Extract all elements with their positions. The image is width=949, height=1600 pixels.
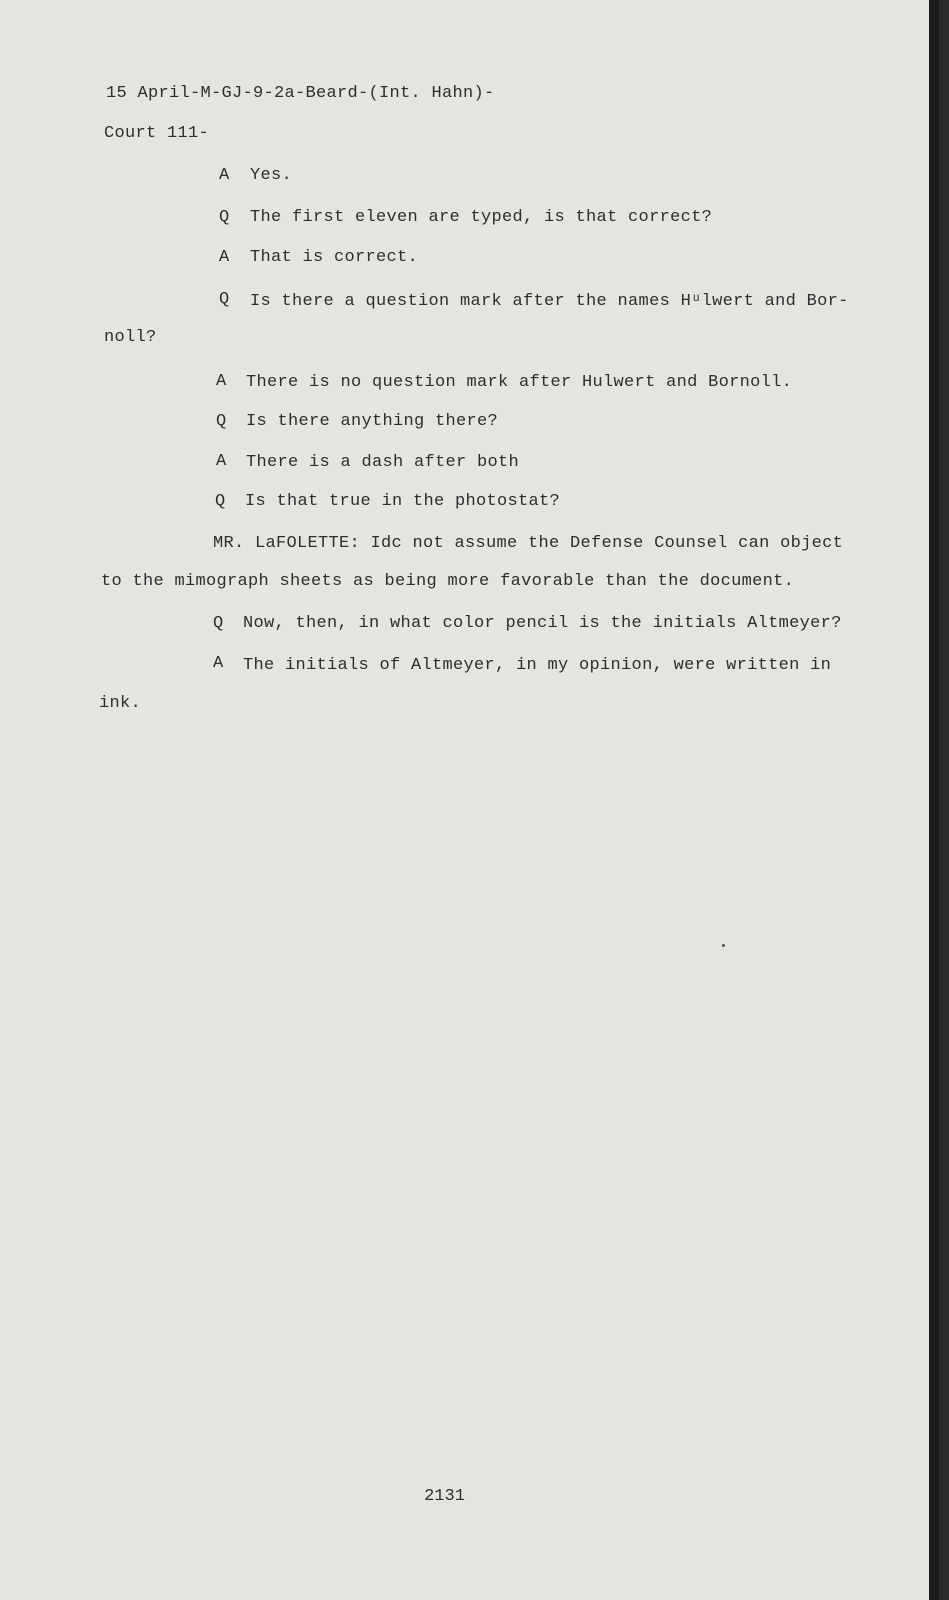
exchange-text: That is correct. — [250, 248, 419, 267]
paper-speck — [722, 944, 725, 947]
scan-edge — [929, 0, 939, 1600]
speaker-label: A — [219, 166, 230, 185]
speaker-label: Q — [215, 492, 226, 511]
speaker-label: A — [216, 452, 227, 471]
page-number: 2131 — [424, 1487, 465, 1506]
exchange-text: MR. LaFOLETTE: Idc not assume the Defense Counsel can object — [213, 534, 844, 553]
exchange-text: Yes. — [250, 166, 293, 185]
speaker-label: Q — [219, 290, 230, 309]
court-label: Court 111- — [104, 124, 210, 143]
exchange-text: Is there anything there? — [246, 412, 499, 431]
exchange-text: The first eleven are typed, is that correct? — [250, 208, 713, 227]
exchange-text: There is no question mark after Hulwert and Bornoll. — [246, 373, 793, 392]
exchange-text: Is there a question mark after the names Hᵘlwert and Bor- — [250, 292, 849, 311]
exchange-continuation: ink. — [99, 694, 142, 713]
speaker-label: A — [219, 248, 230, 267]
speaker-label: A — [216, 372, 227, 391]
exchange-continuation: to the mimograph sheets as being more favorable than the document. — [101, 572, 795, 591]
speaker-label: Q — [216, 412, 227, 431]
speaker-label: Q — [213, 614, 224, 633]
exchange-text: Is that true in the photostat? — [245, 492, 561, 511]
exchange-text: Now, then, in what color pencil is the initials Altmeyer? — [243, 614, 842, 633]
speaker-label: A — [213, 654, 224, 673]
exchange-text: There is a dash after both — [246, 453, 520, 472]
speaker-label: Q — [219, 208, 230, 227]
exchange-continuation: noll? — [104, 328, 157, 347]
exchange-text: The initials of Altmeyer, in my opinion, were written in — [243, 656, 832, 675]
document-header: 15 April-M-GJ-9-2a-Beard-(Int. Hahn)- — [106, 84, 495, 103]
